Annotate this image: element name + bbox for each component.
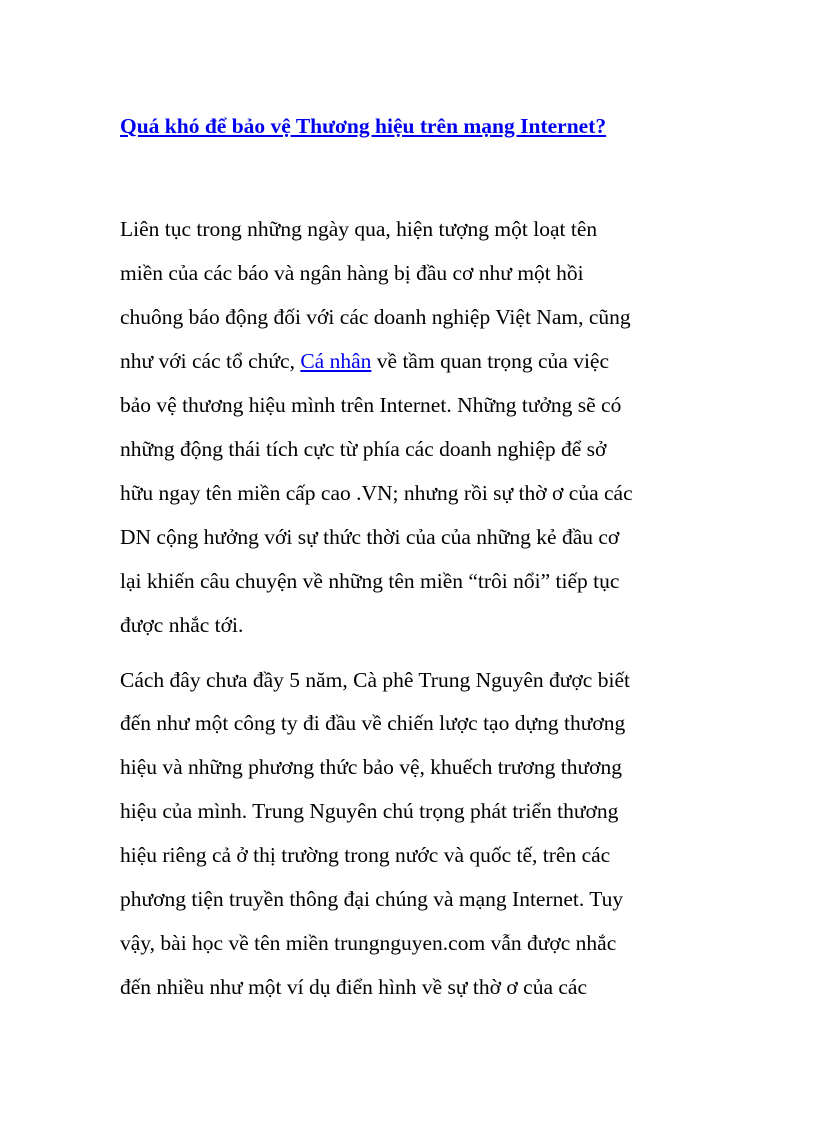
paragraph-2-line-7: vậy, bài học về tên miền trungnguyen.com vẫn được nhắc <box>120 931 617 955</box>
paragraph-1-line-8: DN cộng hưởng với sự thức thời của của những kẻ đầu cơ <box>120 525 620 549</box>
paragraph-1-line-10: được nhắc tới. <box>120 613 244 637</box>
paragraph-1-line-6: những động thái tích cực từ phía các doanh nghiệp để sở <box>120 437 607 461</box>
line-4-text-before: như với các tổ chức, <box>120 349 301 373</box>
paragraph-2-line-5: hiệu riêng cả ở thị trường trong nước và quốc tế, trên các <box>120 843 611 867</box>
paragraph-2-line-6: phương tiện truyền thông đại chúng và mạng Internet. Tuy <box>120 887 624 911</box>
paragraph-2-line-3: hiệu và những phương thức bảo vệ, khuếch trương thương <box>120 755 622 779</box>
paragraph-1-line-4 <box>120 349 609 374</box>
paragraph-2-line-4: hiệu của mình. Trung Nguyên chú trọng phát triển thương <box>120 799 619 823</box>
ca-nhan-link[interactable]: Cá nhân <box>300 349 372 373</box>
paragraph-2-line-2: đến như một công ty đi đầu về chiến lược tạo dựng thương <box>120 711 626 735</box>
paragraph-1-line-7: hữu ngay tên miền cấp cao .VN; nhưng rồi sự thờ ơ của các <box>120 481 633 505</box>
paragraph-1-line-9: lại khiến câu chuyện về những tên miền “trôi nổi” tiếp tục <box>120 569 620 593</box>
paragraph-1-line-2: miền của các báo và ngân hàng bị đầu cơ như một hồi <box>120 261 584 285</box>
paragraph-1-line-1: Liên tục trong những ngày qua, hiện tượng một loạt tên <box>120 217 598 241</box>
line-4-text-after: về tầm quan trọng của việc <box>371 349 610 373</box>
article-title-link[interactable]: Quá khó để bảo vệ Thương hiệu trên mạng Internet? <box>120 114 607 138</box>
paragraph-2-line-1: Cách đây chưa đầy 5 năm, Cà phê Trung Nguyên được biết <box>120 668 630 692</box>
paragraph-2-line-8: đến nhiều như một ví dụ điển hình về sự thờ ơ của các <box>120 975 587 999</box>
paragraph-1-line-5: bảo vệ thương hiệu mình trên Internet. Những tưởng sẽ có <box>120 393 622 417</box>
paragraph-1-line-3: chuông báo động đối với các doanh nghiệp Việt Nam, cũng <box>120 305 631 329</box>
